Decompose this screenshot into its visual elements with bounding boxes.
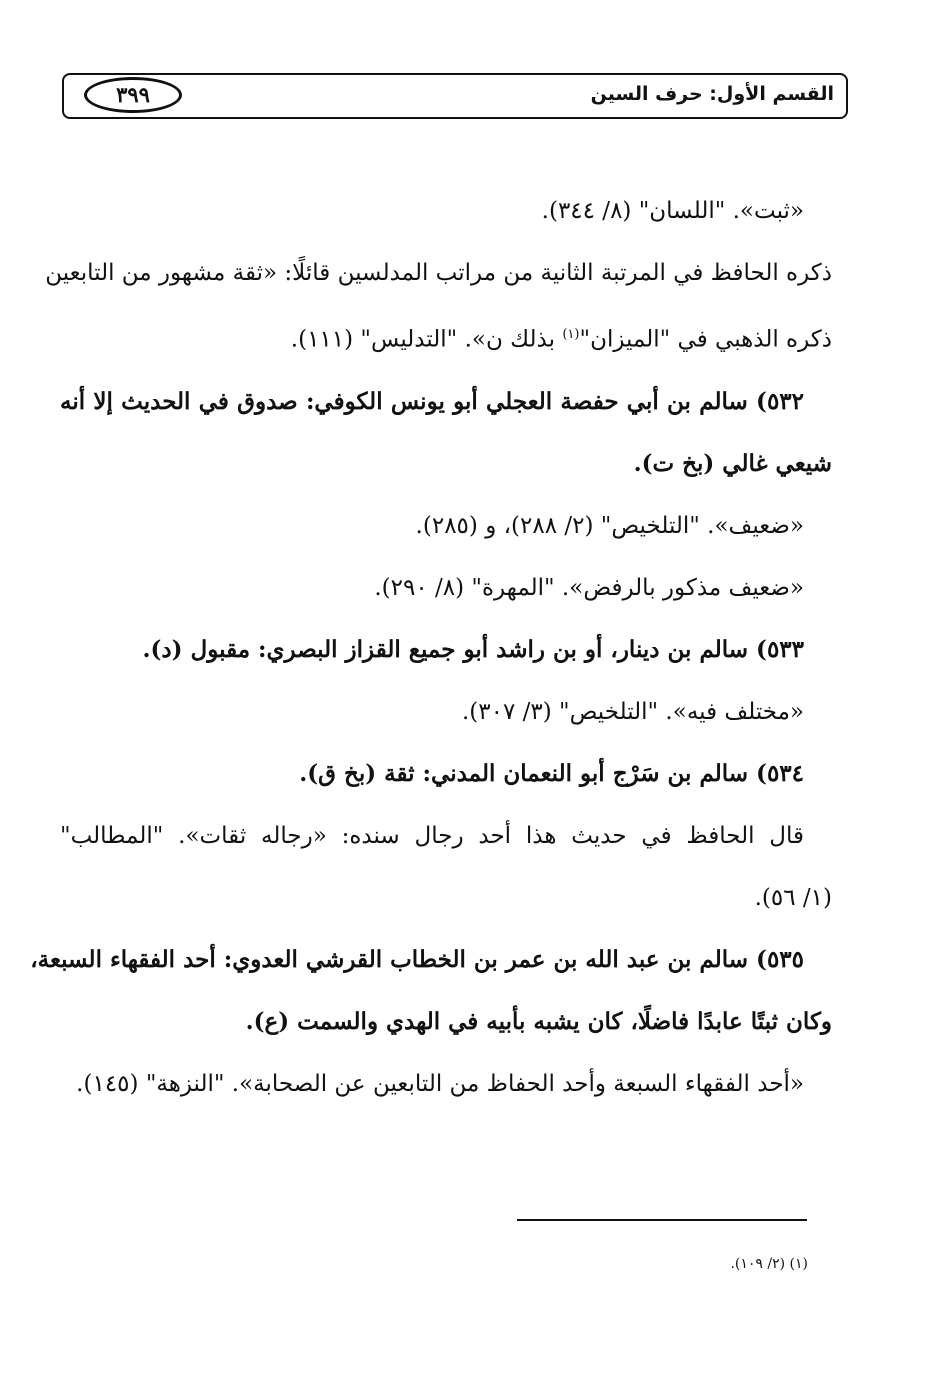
footnote: (١) (٢/ ١٠٩). [730,1256,808,1272]
entry-heading-535: ٥٣٥) سالم بن عبد الله بن عمر بن الخطاب القرشي العدوي: أحد الفقهاء السبعة، [30,945,804,973]
text-span: ذكره الذهبي في "الميزان" [579,326,832,353]
page-number-badge: ٣٩٩ [84,77,182,113]
footnote-ref: (١) [562,327,580,342]
text-line [60,304,832,371]
header-title: القسم الأول: حرف السين [590,83,834,105]
footnote-separator [517,1219,807,1221]
page-body [30,180,832,1115]
text-line: «أحد الفقهاء السبعة وأحد الحفاظ من التابعين عن الصحابة». "النزهة" (١٤٥). [76,1070,804,1097]
entry-heading-532: ٥٣٢) سالم بن أبي حفصة العجلي أبو يونس الكوفي: صدوق في الحديث إلا أنه [60,387,804,415]
text-line: «ضعيف مذكور بالرفض». "المهرة" (٨/ ٢٩٠). [374,574,804,601]
running-header [62,73,848,119]
text-line: شيعي غالي (بخ ت). [633,449,832,477]
text-line: قال الحافظ في حديث هذا أحد رجال سنده: «رجاله ثقات». "المطالب" [60,822,804,849]
text-line: وكان ثبتًا عابدًا فاضلًا، كان يشبه بأبيه في الهدي والسمت (ع). [245,1007,832,1035]
entry-heading-533: ٥٣٣) سالم بن دينار، أو بن راشد أبو جميع القزاز البصري: مقبول (د). [142,635,804,663]
text-span: بذلك ن». "التدليس" (١١١). [290,326,563,353]
entry-heading-534: ٥٣٤) سالم بن سَرْج أبو النعمان المدني: ثقة (بخ ق). [299,759,804,787]
text-line: ذكره الحافظ في المرتبة الثانية من مراتب المدلسين قائلًا: «ثقة مشهور من التابعين [45,260,832,286]
text-line: «ضعيف». "التلخيص" (٢/ ٢٨٨)، و (٢٨٥). [415,512,804,539]
text-line: (١/ ٥٦). [754,884,832,911]
text-line: «ثبت». "اللسان" (٨/ ٣٤٤). [541,198,804,224]
text-line: «مختلف فيه». "التلخيص" (٣/ ٣٠٧). [461,698,804,725]
